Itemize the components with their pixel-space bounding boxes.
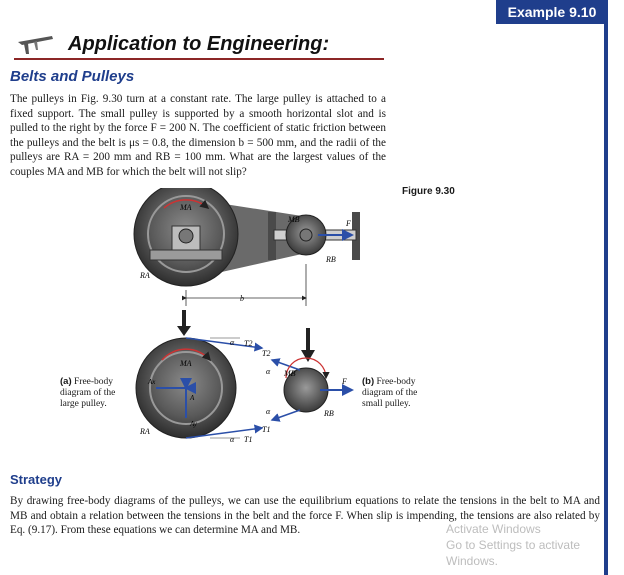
fbd-large-pulley xyxy=(136,338,262,438)
title-divider xyxy=(14,58,384,60)
label-ma-top: MA xyxy=(180,203,192,212)
label-mb-top: MB xyxy=(288,215,300,224)
label-mb-fbd: MB xyxy=(284,369,296,378)
watermark-line-1: Activate Windows xyxy=(446,522,541,536)
label-alpha-2: α xyxy=(266,367,271,376)
caption-a-tag: (a) xyxy=(60,376,72,387)
caption-a xyxy=(60,376,124,410)
caption-b-tag: (b) xyxy=(362,376,375,387)
label-ra-top: RA xyxy=(140,271,150,280)
arrow-to-fbd-a xyxy=(177,310,191,336)
watermark-line-2: Go to Settings to activate Windows. xyxy=(446,538,581,568)
label-rb-top: RB xyxy=(326,255,336,264)
label-ra-fbd: RA xyxy=(140,427,150,436)
label-alpha-1: α xyxy=(230,338,235,347)
caption-b-text: Free-body diagram of the small pulley. xyxy=(362,377,418,409)
label-ay: Ay xyxy=(190,420,197,428)
label-t1-a: T1 xyxy=(244,435,253,444)
section-title: Belts and Pulleys xyxy=(10,68,135,85)
caption-b xyxy=(362,376,430,410)
label-rb-fbd: RB xyxy=(324,409,334,418)
label-alpha-4: α xyxy=(230,435,235,444)
figure-label: Figure 9.30 xyxy=(402,186,455,197)
problem-statement: The pulleys in Fig. 9.30 turn at a constant rate. The large pulley is attached to a fixed support. The small pulley is supported by a smooth horizontal slot and is pulled to the right by the force F = 200 N. The coefficient of static friction between the pulleys and the belt is μs = 0.8, the dimension b = 500 mm, and the radii of the pulleys are RA = 200 mm and RB = 100 mm. What are the largest values of the couples MA and MB for which the belt will not slip? xyxy=(10,93,386,178)
caliper-icon xyxy=(16,32,56,56)
pulley-figure xyxy=(0,188,604,460)
arrow-to-fbd-b xyxy=(301,328,315,362)
fbd-small-pulley xyxy=(272,358,352,420)
label-t1-b: T1 xyxy=(262,425,271,434)
label-b: b xyxy=(240,294,244,303)
strategy-title: Strategy xyxy=(10,472,63,487)
pulley-assembly xyxy=(134,188,360,306)
label-ax: Ax xyxy=(148,378,156,386)
label-ma-fbd: MA xyxy=(180,359,192,368)
label-f-fbd: F xyxy=(342,377,347,386)
page-edge-rule xyxy=(604,0,608,575)
activate-windows-watermark xyxy=(446,521,624,569)
label-a-point: A xyxy=(190,394,195,402)
page-title: Application to Engineering: xyxy=(68,33,330,55)
label-t2-b: T2 xyxy=(262,349,271,358)
label-f-top: F xyxy=(346,219,351,228)
caption-a-text: Free-body diagram of the large pulley. xyxy=(60,377,116,409)
label-t2-a: T2 xyxy=(244,339,253,348)
example-tab: Example 9.10 xyxy=(496,0,608,24)
label-alpha-3: α xyxy=(266,407,271,416)
strategy-text: By drawing free-body diagrams of the pulleys, we can use the equilibrium equations to relate the tensions in the belt to MA and MB and obtain a relation between the tensions in the belt and the force F. When slip is impending, the tensions are also related by Eq. (9.17). From these equations we can determine MA and MB. xyxy=(10,495,600,536)
